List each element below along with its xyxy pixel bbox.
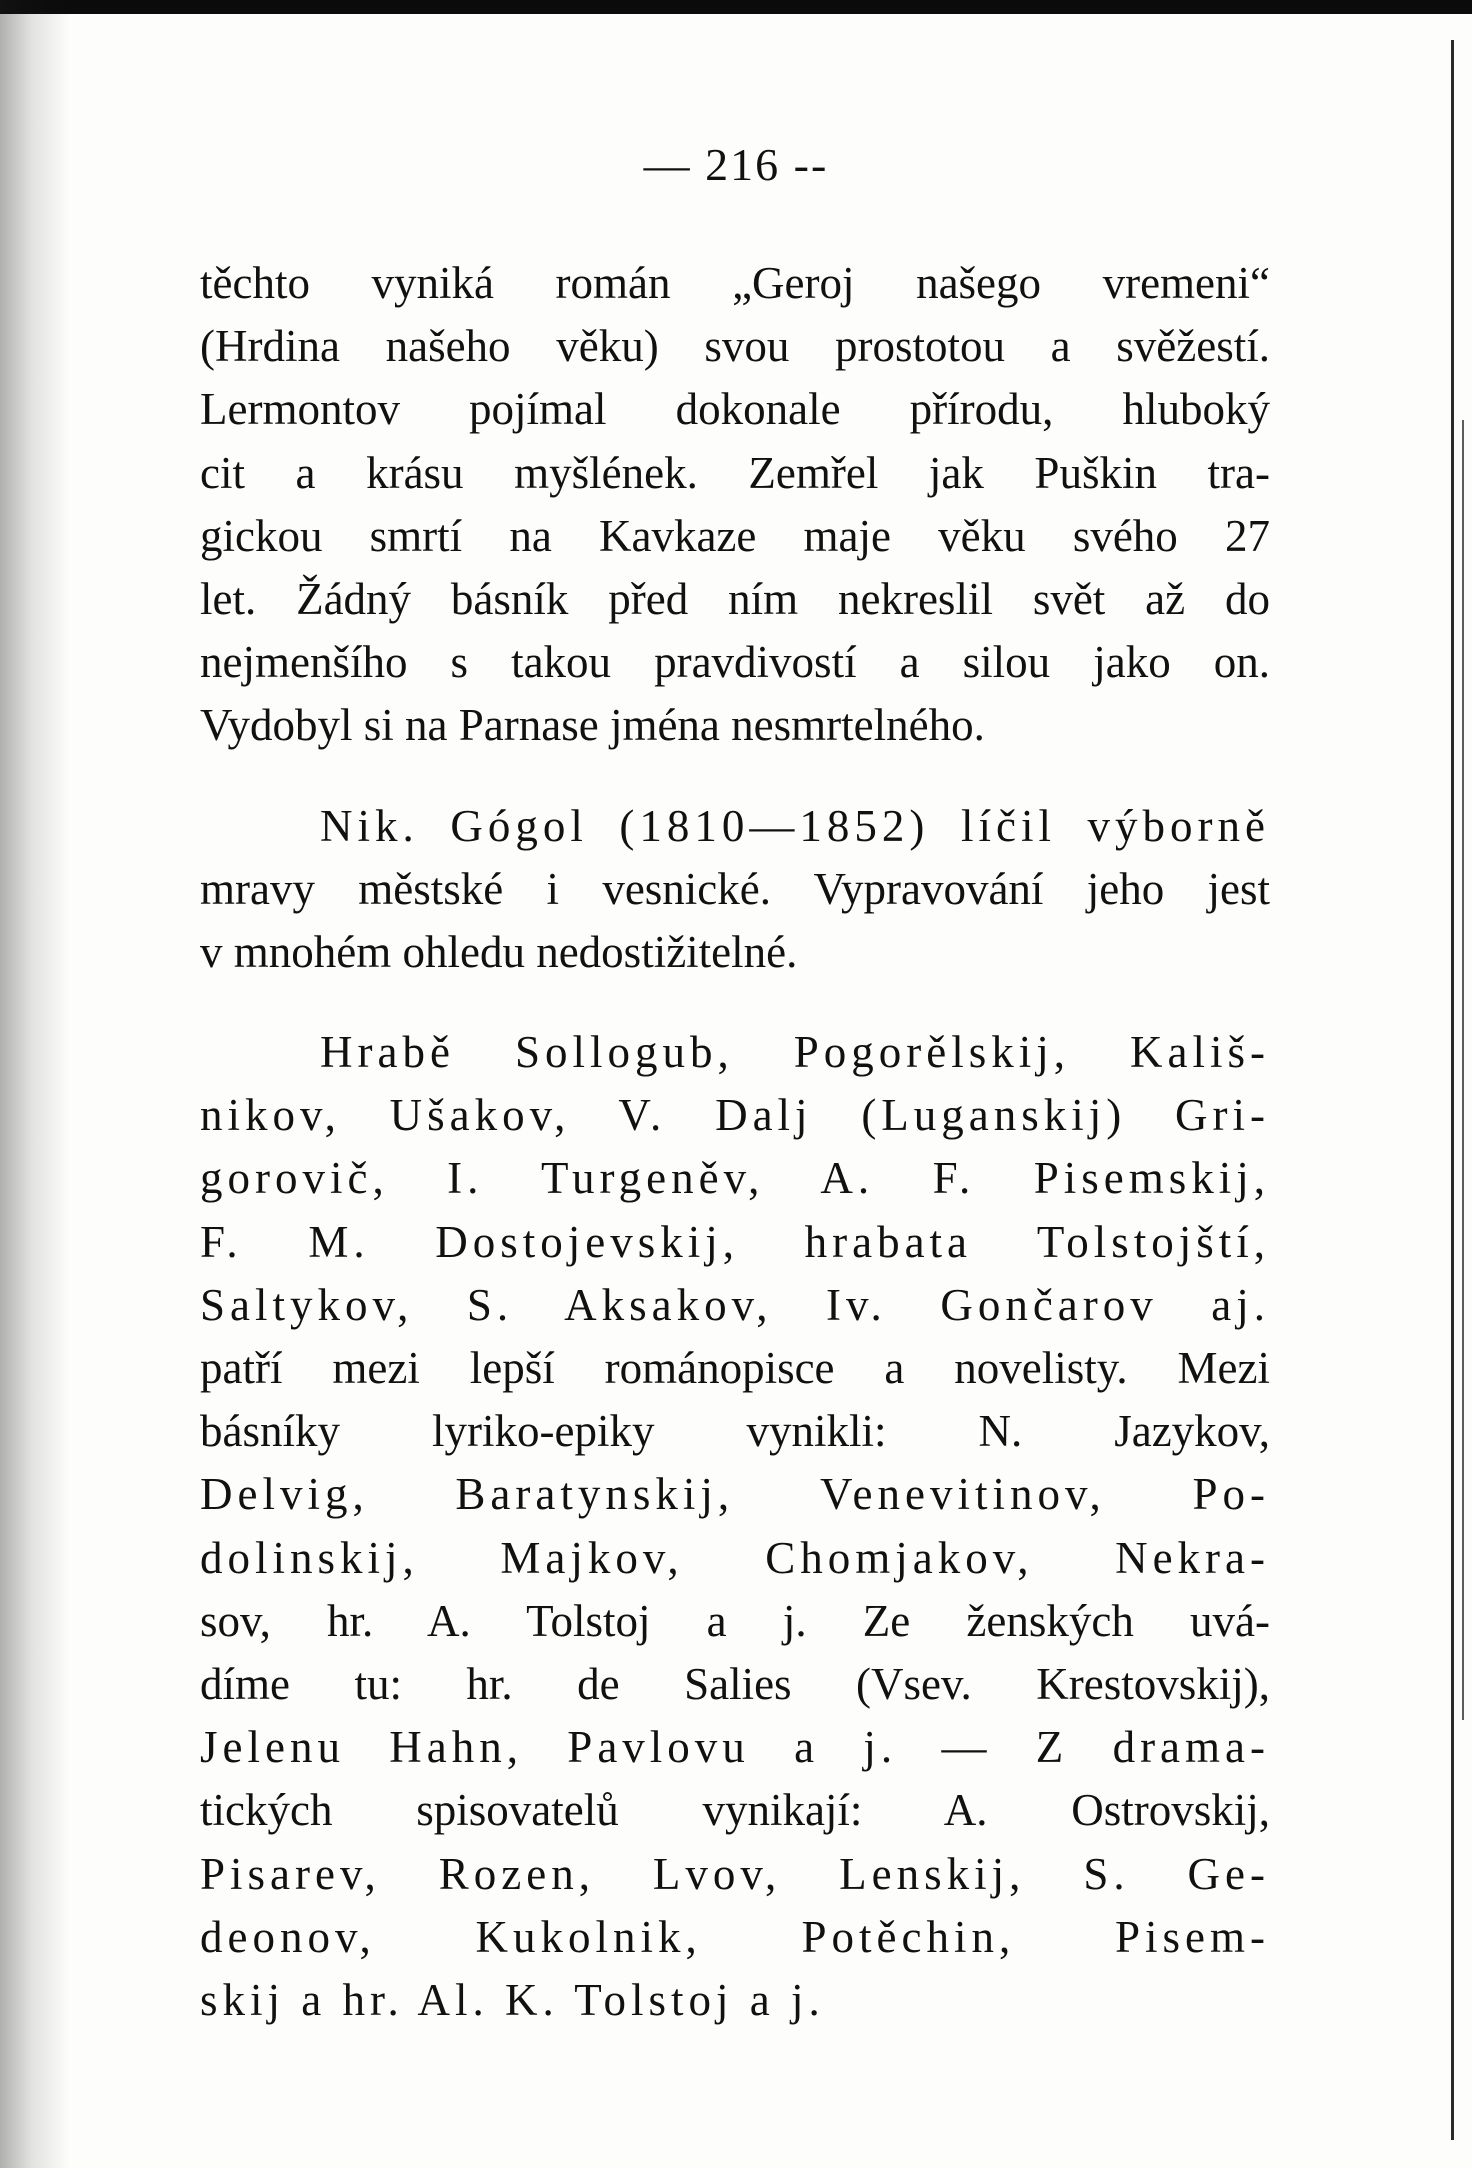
text-line: mravy městské i vesnické. Vypravování jeho jest [200,863,1270,914]
scan-top-edge [0,0,1472,14]
page-edge-line [1451,40,1454,2140]
text-line: cit a krásu myšlének. Zemřel jak Puškin tra- [200,447,1270,498]
text-line: F. M. Dostojevskij, hrabata Tolstojští, [200,1216,1270,1267]
text-line: dolinskij, Majkov, Chomjakov, Nekra- [200,1532,1270,1583]
text-line: let. Žádný básník před ním nekreslil svět až do [200,573,1270,624]
text-line: Delvig, Baratynskij, Venevitinov, Po- [200,1469,1270,1520]
paragraph-spacer [200,984,1270,1021]
text-line: deonov, Kukolnik, Potěchin, Pisem- [200,1911,1270,1962]
binding-shadow [0,0,70,2168]
text-line: Jelenu Hahn, Pavlovu a j. — Z drama- [200,1722,1270,1773]
text-line: Hrabě Sollogub, Pogorělskij, Kališ- [320,1027,1270,1078]
text-line: patří mezi lepší románopisce a novelisty. Mezi [200,1343,1270,1393]
text-line: Nik. Gógol (1810—1852) líčil výborně [320,800,1270,851]
paragraph-spacer [200,758,1270,795]
text-line: gickou smrtí na Kavkaze maje věku svého 27 [200,510,1270,561]
text-line: (Hrdina našeho věku) svou prostotou a svěžestí. [200,321,1270,372]
page-number: — 216 -- [643,139,829,190]
text-line: Lermontov pojímal dokonale přírodu, hluboký [200,384,1270,435]
text-line: básníky lyriko-epiky vynikli: N. Jazykov, [200,1406,1270,1457]
text-line: Saltykov, S. Aksakov, Iv. Gončarov aj. [200,1279,1270,1330]
text-line: v mnohém ohledu nedostižitelné. [200,926,798,977]
paragraph-gogol [200,795,1270,985]
text-line: gorovič, I. Turgeněv, A. F. Pisemskij, [200,1153,1270,1204]
text-line: těchto vyniká román „Geroj našego vremeni“ [200,258,1270,308]
text-line: Vydobyl si na Parnase jména nesmrtelného. [200,700,985,751]
text-line: Pisarev, Rozen, Lvov, Lenskij, S. Ge- [200,1848,1270,1899]
page-edge-line-inner [1462,420,1464,1720]
text-line: díme tu: hr. de Salies (Vsev. Krestovskij), [200,1658,1270,1709]
text-line: skij a hr. Al. K. Tolstoj a j. [200,1974,825,2025]
text-line: sov, hr. A. Tolstoj a j. Ze ženských uvá- [200,1595,1270,1646]
text-line: tických spisovatelů vynikají: A. Ostrovskij, [200,1785,1270,1836]
body-text [200,252,1270,2032]
text-line: nejmenšího s takou pravdivostí a silou jako on. [200,637,1270,688]
paragraph-lermontov [200,252,1270,758]
text-line: nikov, Ušakov, V. Dalj (Luganskij) Gri- [200,1090,1270,1141]
paragraph-novelists [200,1021,1270,2032]
